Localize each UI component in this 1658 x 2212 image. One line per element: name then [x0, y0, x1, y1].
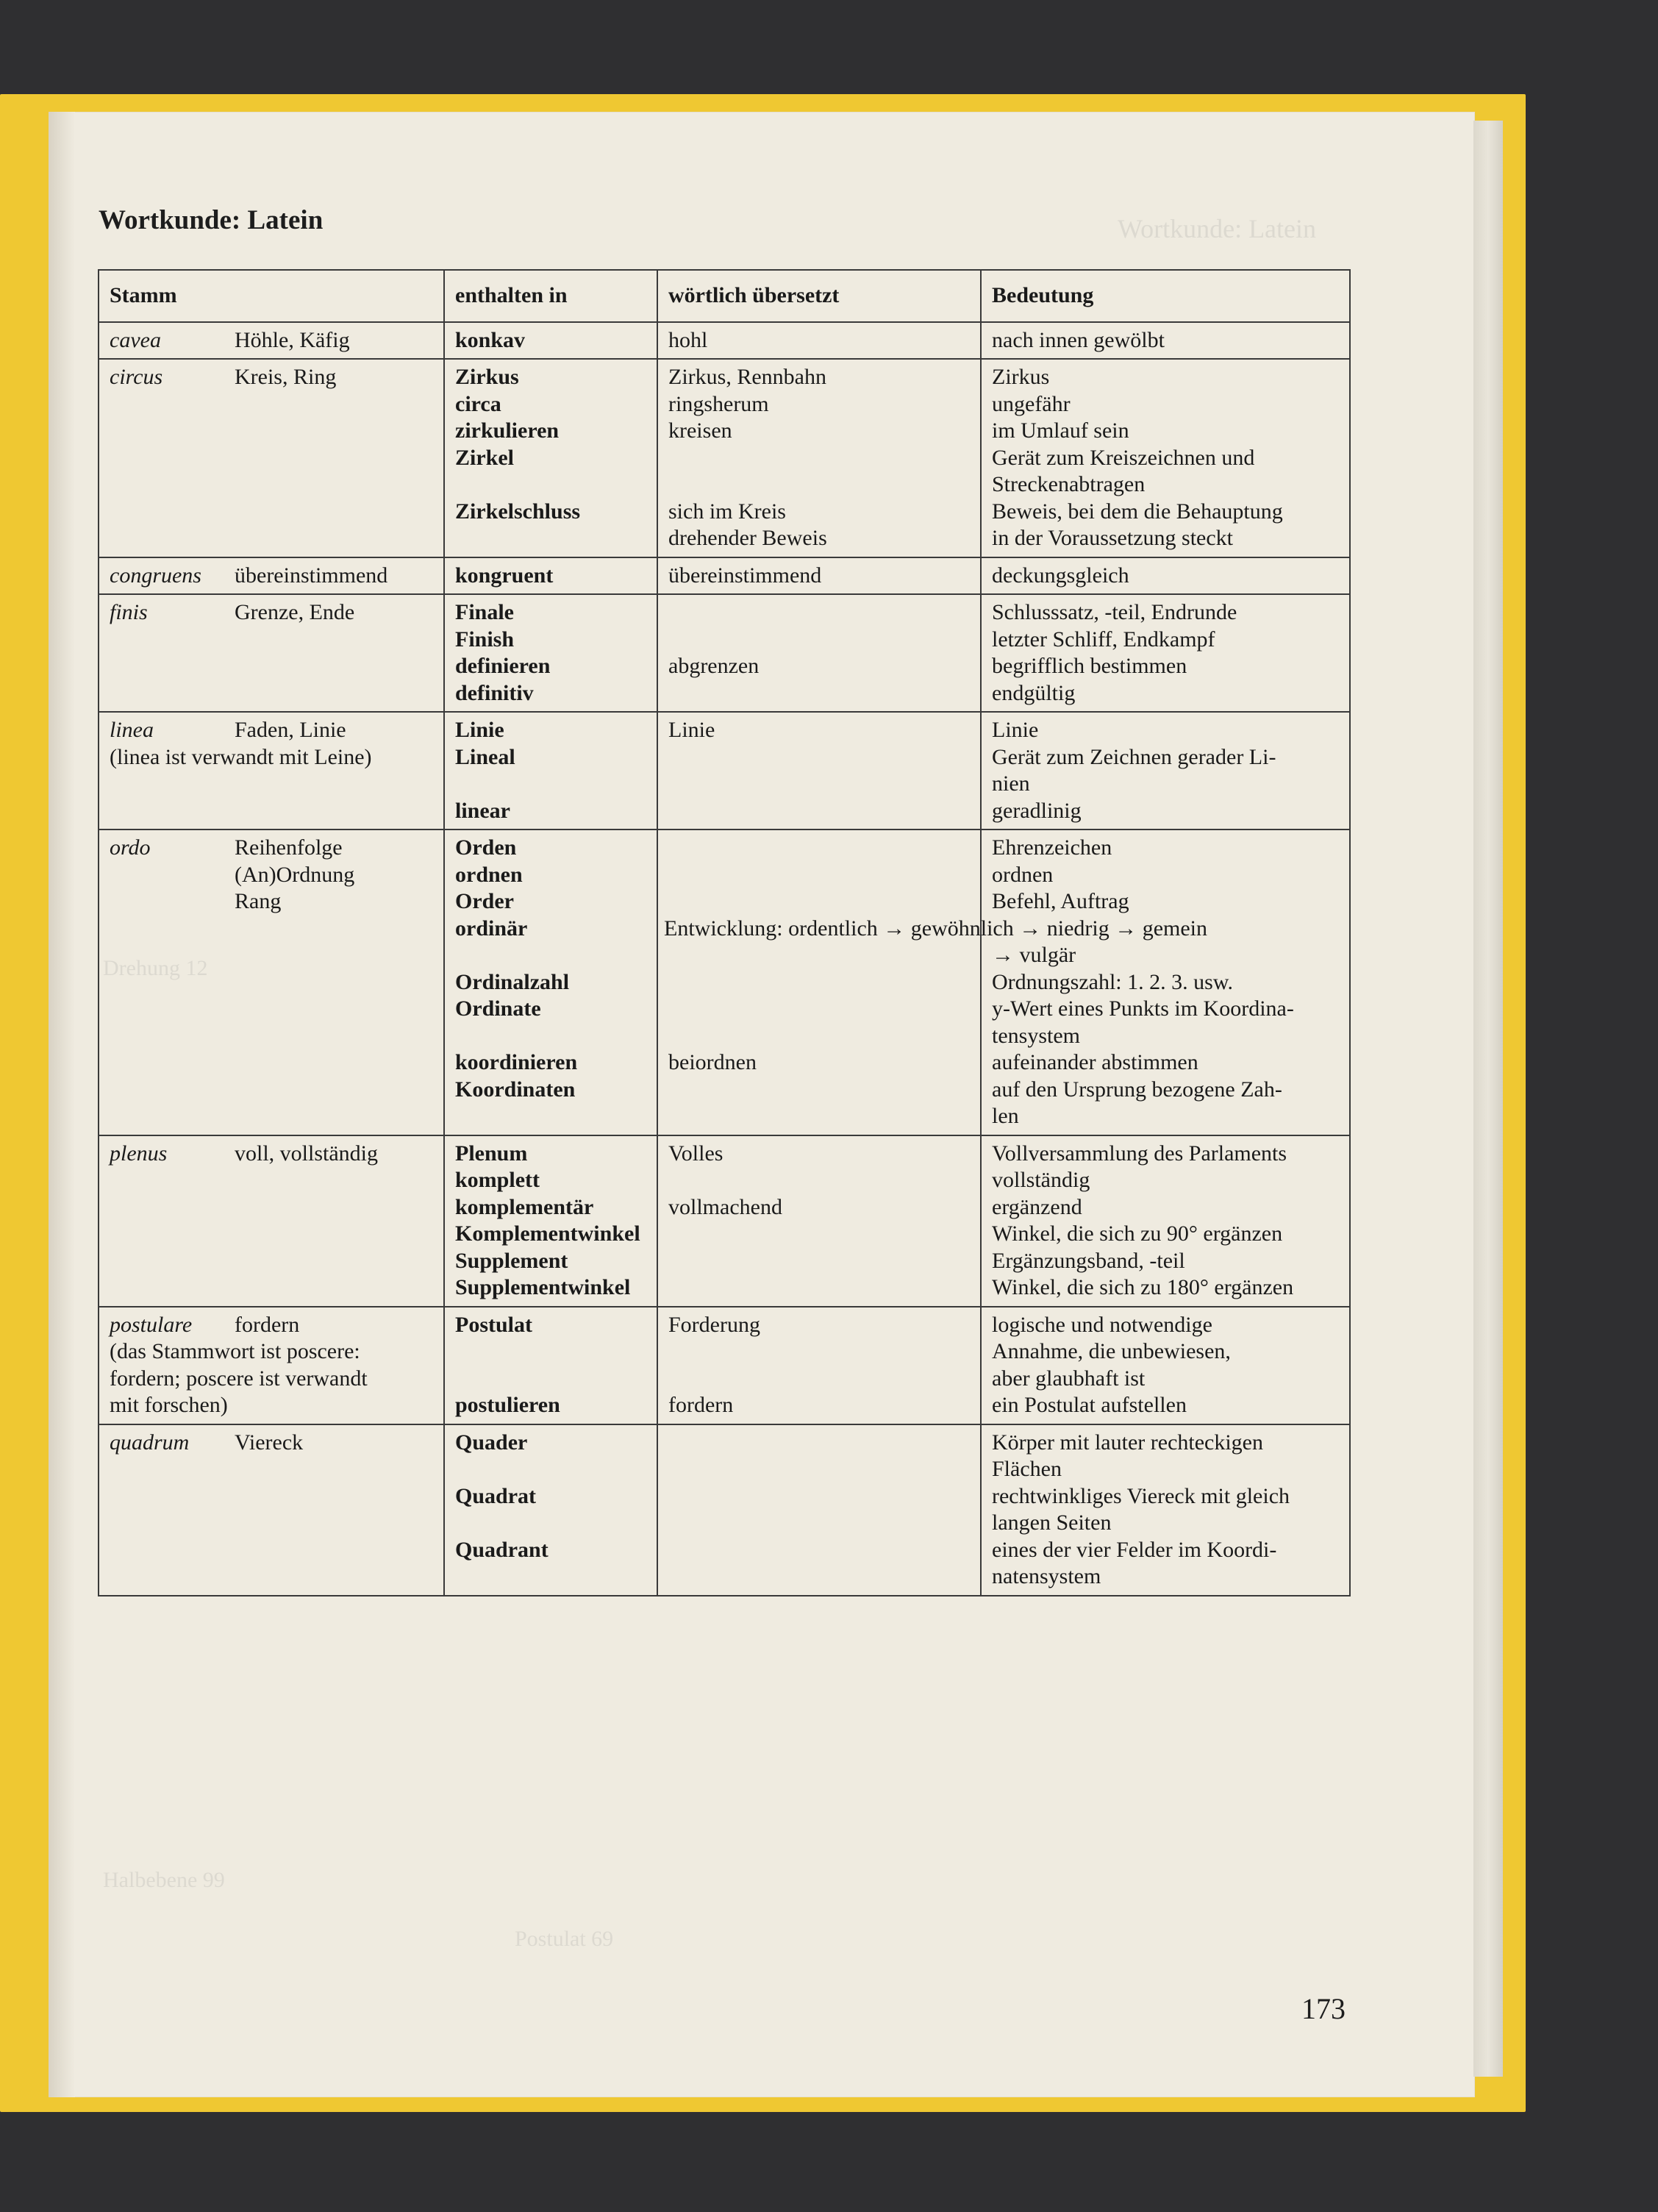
table-row: [99, 322, 1350, 360]
meaning-line: Körper mit lauter rechteckigen: [992, 1430, 1263, 1455]
meaning-line: Befehl, Auftrag: [992, 889, 1129, 913]
stem-cell: [99, 1307, 444, 1424]
header-enthalten-in: enthalten in: [444, 270, 657, 322]
table-row: [99, 1135, 1350, 1307]
derived-word: komplementär: [455, 1194, 594, 1219]
table-row: [99, 557, 1350, 595]
literal-translation: [668, 1537, 971, 1564]
literal-translation: [668, 1274, 971, 1302]
literal-translation: [668, 1563, 971, 1591]
table-header-row: [99, 270, 1350, 322]
stem-cell: [99, 830, 444, 1135]
derived-word: circa: [455, 391, 501, 416]
stem-meaning: übereinstimmend: [235, 563, 388, 588]
meaning-cell: [981, 1307, 1350, 1424]
derived-word: komplett: [455, 1168, 540, 1192]
literal-translation: [668, 771, 971, 798]
derived-word: Zirkus: [455, 365, 519, 389]
words-cell: [444, 322, 657, 360]
derived-word: definieren: [455, 654, 551, 678]
literal-translation: [668, 680, 971, 707]
stem-cell: [99, 594, 444, 712]
meaning-line: Annahme, die unbewiesen,: [992, 1339, 1231, 1363]
show-through-text: Wortkunde: Latein: [1118, 214, 1317, 243]
literal-translation: Zirkus, Rennbahn: [668, 365, 826, 389]
literal-translation: [668, 969, 971, 996]
literal-translation: drehender Beweis: [668, 526, 827, 550]
stem-cell: [99, 359, 444, 557]
literal-translation: [668, 1167, 971, 1194]
literal-cell: [657, 557, 981, 595]
literal-translation: kreisen: [668, 418, 732, 443]
latin-stem: quadrum: [110, 1430, 190, 1455]
literal-translation: vollmachend: [668, 1194, 782, 1219]
derived-word: Quadrat: [455, 1483, 537, 1508]
derived-word: Plenum: [455, 1141, 528, 1166]
literal-translation: [668, 1456, 971, 1483]
stem-meaning: voll, vollständig: [235, 1141, 378, 1166]
derived-word: Quader: [455, 1430, 528, 1455]
meaning-line: logische und notwendige: [992, 1312, 1212, 1337]
derived-word: kongruent: [455, 563, 554, 588]
stem-cell: [99, 322, 444, 360]
derived-word: Supplementwinkel: [455, 1275, 631, 1299]
literal-translation: Forderung: [668, 1312, 760, 1337]
table-row: [99, 594, 1350, 712]
show-through-text: Halbebene 99: [103, 1868, 225, 1892]
meaning-cell: [981, 830, 1350, 1135]
words-cell: [444, 1307, 657, 1424]
meaning-line: y-Wert eines Punkts im Koordina-: [992, 996, 1294, 1021]
table-row: [99, 1424, 1350, 1596]
table-row: [99, 359, 1350, 557]
table-body: [99, 322, 1350, 1596]
meaning-cell: [981, 322, 1350, 360]
derived-word: ordinär: [455, 916, 528, 941]
derived-word: Finish: [455, 627, 515, 652]
literal-translation: [668, 1248, 971, 1275]
literal-translation: [668, 1221, 971, 1248]
meaning-line: ungefähr: [992, 391, 1071, 416]
page-heading: Wortkunde: Latein: [99, 205, 324, 235]
meaning-line: Ordnungszahl: 1. 2. 3. usw.: [992, 969, 1234, 994]
meaning-line: nach innen gewölbt: [992, 327, 1165, 352]
derived-word: Order: [455, 889, 514, 913]
literal-cell: [657, 359, 981, 557]
stem-note: (linea ist verwandt mit Leine): [110, 744, 372, 769]
words-cell: [444, 1424, 657, 1596]
show-through-text: Postulat 69: [515, 1927, 614, 1951]
latin-stem: cavea: [110, 327, 161, 352]
table-row: [99, 712, 1350, 830]
meaning-line: ordnen: [992, 862, 1054, 887]
literal-translation: [668, 445, 971, 472]
literal-cell: [657, 830, 981, 1135]
page-number: 173: [1301, 1992, 1346, 2025]
meaning-line: geradlinig: [992, 798, 1082, 823]
meaning-line: Zirkus: [992, 365, 1050, 389]
meaning-line: aber glaubhaft ist: [992, 1366, 1146, 1391]
meaning-line: deckungsgleich: [992, 563, 1129, 588]
stem-meaning: Grenze, Ende: [235, 600, 355, 624]
stem-note: (das Stammwort ist poscere:: [110, 1339, 360, 1363]
literal-translation: übereinstimmend: [668, 563, 822, 588]
meaning-line: vollständig: [992, 1168, 1090, 1192]
meaning-line: Ergänzungsband, -teil: [992, 1248, 1185, 1273]
words-cell: [444, 557, 657, 595]
meaning-line: nien: [992, 771, 1030, 796]
latin-stem: circus: [110, 365, 163, 389]
header-stamm: Stamm: [99, 270, 444, 322]
literal-translation: beiordnen: [668, 1050, 757, 1074]
meaning-line: aufeinander abstimmen: [992, 1050, 1198, 1074]
meaning-cell: [981, 712, 1350, 830]
meaning-line: im Umlauf sein: [992, 418, 1129, 443]
derived-word: linear: [455, 798, 510, 823]
latin-stem: finis: [110, 600, 148, 624]
latin-stem: linea: [110, 718, 154, 742]
latin-stem: postulare: [110, 1312, 193, 1337]
table-row: [99, 1307, 1350, 1424]
derived-word: [455, 471, 648, 499]
literal-cell: [657, 1307, 981, 1424]
derived-word: Postulat: [455, 1312, 532, 1337]
literal-translation: [668, 1077, 971, 1104]
table-row: [99, 830, 1350, 1135]
literal-cell: [657, 1424, 981, 1596]
spine-shadow: [49, 112, 75, 2097]
meaning-line: tensystem: [992, 1023, 1080, 1048]
literal-translation: [668, 1103, 971, 1130]
derived-word: Koordinaten: [455, 1077, 576, 1102]
stem-note: fordern; poscere ist verwandt: [110, 1366, 368, 1391]
derived-word: Lineal: [455, 744, 515, 769]
literal-translation: Volles: [668, 1141, 723, 1166]
meaning-line: Gerät zum Zeichnen gerader Li-: [992, 744, 1276, 769]
stem-note: mit forschen): [110, 1393, 228, 1417]
meaning-line: Gerät zum Kreiszeichnen und: [992, 445, 1255, 470]
derived-word: [455, 1510, 648, 1537]
derived-word: Zirkel: [455, 445, 514, 470]
derived-word: [455, 1366, 648, 1393]
meaning-cell: [981, 594, 1350, 712]
literal-translation: Linie: [668, 718, 715, 742]
literal-translation: [668, 1430, 971, 1457]
literal-translation: [668, 627, 971, 654]
derived-word: [455, 1023, 648, 1050]
derived-word: Quadrant: [455, 1537, 549, 1562]
words-cell: [444, 1135, 657, 1307]
meaning-line: natensystem: [992, 1564, 1101, 1588]
words-cell: [444, 594, 657, 712]
literal-translation: ringsherum: [668, 391, 769, 416]
meaning-cell: [981, 1424, 1350, 1596]
literal-translation: [668, 996, 971, 1023]
stem-meaning: fordern: [235, 1312, 300, 1337]
show-through-text: Drehung 12: [103, 956, 208, 980]
literal-translation: [668, 1366, 971, 1393]
literal-translation: [668, 888, 971, 916]
words-cell: [444, 712, 657, 830]
meaning-line: len: [992, 1104, 1019, 1128]
meaning-cell: [981, 557, 1350, 595]
stem-meaning: Faden, Linie: [235, 718, 346, 742]
meaning-line: Winkel, die sich zu 90° ergänzen: [992, 1221, 1283, 1246]
stem-cell: [99, 557, 444, 595]
stem-cell: [99, 1135, 444, 1307]
literal-translation: abgrenzen: [668, 654, 760, 678]
derived-word: [455, 942, 648, 969]
meaning-line: Vollversammlung des Parlaments: [992, 1141, 1287, 1166]
derived-word: Finale: [455, 600, 514, 624]
derived-word: [455, 1103, 648, 1130]
derived-word: [455, 1563, 648, 1591]
meaning-line: ein Postulat aufstellen: [992, 1393, 1187, 1417]
literal-cell: [657, 712, 981, 830]
literal-translation: hohl: [668, 327, 708, 352]
derived-word: definitiv: [455, 680, 534, 705]
meaning-line: ergänzend: [992, 1194, 1082, 1219]
latin-vocabulary-table: [98, 269, 1351, 1596]
literal-translation: [668, 599, 971, 627]
meaning-line: in der Voraussetzung steckt: [992, 526, 1233, 550]
meaning-line: rechtwinkliges Viereck mit gleich: [992, 1483, 1290, 1508]
meaning-line: Linie: [992, 718, 1039, 742]
literal-translation: [668, 862, 971, 889]
derived-word: Supplement: [455, 1248, 568, 1273]
stem-meaning: Kreis, Ring: [235, 365, 337, 389]
meaning-line: Schlusssatz, -teil, Endrunde: [992, 600, 1237, 624]
literal-cell: [657, 1135, 981, 1307]
literal-translation: [668, 1023, 971, 1050]
literal-translation: [668, 835, 971, 862]
development-note: Entwicklung: ordentlich → gewöhnlich → niedrig → gemein: [664, 916, 1208, 941]
stem-meaning: Rang: [235, 889, 282, 913]
latin-stem: ordo: [110, 835, 151, 860]
header-woertlich: wörtlich übersetzt: [657, 270, 981, 322]
derived-word: Ordinate: [455, 996, 541, 1021]
meaning-line: endgültig: [992, 680, 1076, 705]
meaning-line: begrifflich bestimmen: [992, 654, 1187, 678]
header-bedeutung: Bedeutung: [981, 270, 1350, 322]
stem-cell: [99, 712, 444, 830]
derived-word: Orden: [455, 835, 517, 860]
stem-meaning: (An)Ordnung: [235, 862, 355, 887]
derived-word: konkav: [455, 327, 526, 352]
derived-word: Ordinalzahl: [455, 969, 570, 994]
words-cell: [444, 359, 657, 557]
literal-translation: [668, 1510, 971, 1537]
literal-translation: [668, 744, 971, 771]
derived-word: Linie: [455, 718, 504, 742]
stem-meaning: Höhle, Käfig: [235, 327, 350, 352]
derived-word: ordnen: [455, 862, 523, 887]
meaning-line: langen Seiten: [992, 1510, 1112, 1535]
meaning-line: → vulgär: [992, 943, 1076, 967]
derived-word: Komplementwinkel: [455, 1221, 640, 1246]
derived-word: [455, 1456, 648, 1483]
derived-word: Zirkelschluss: [455, 499, 581, 524]
literal-translation: [668, 798, 971, 825]
latin-stem: congruens: [110, 563, 201, 588]
stem-cell: [99, 1424, 444, 1596]
meaning-line: eines der vier Felder im Koordi-: [992, 1537, 1277, 1562]
derived-word: [455, 1338, 648, 1366]
meaning-line: Winkel, die sich zu 180° ergänzen: [992, 1275, 1294, 1299]
derived-word: zirkulieren: [455, 418, 560, 443]
derived-word: postulieren: [455, 1393, 560, 1417]
literal-cell: [657, 322, 981, 360]
literal-translation: [668, 471, 971, 499]
literal-translation: [668, 1483, 971, 1510]
literal-translation: [668, 1338, 971, 1366]
stem-meaning: Viereck: [235, 1430, 304, 1455]
stem-meaning: Reihenfolge: [235, 835, 343, 860]
meaning-line: Streckenabtragen: [992, 472, 1146, 496]
latin-stem: plenus: [110, 1141, 168, 1166]
derived-word: koordinieren: [455, 1050, 578, 1074]
meaning-line: Beweis, bei dem die Behauptung: [992, 499, 1283, 524]
literal-translation: [668, 942, 971, 969]
meaning-line: letzter Schliff, Endkampf: [992, 627, 1215, 652]
meaning-cell: [981, 1135, 1350, 1307]
derived-word: [455, 771, 648, 798]
literal-cell: [657, 594, 981, 712]
derived-word: [455, 525, 648, 552]
meaning-line: Ehrenzeichen: [992, 835, 1112, 860]
literal-translation: sich im Kreis: [668, 499, 786, 524]
page-edges: [1473, 121, 1503, 2077]
meaning-line: Flächen: [992, 1457, 1062, 1481]
literal-translation: fordern: [668, 1393, 734, 1417]
meaning-cell: [981, 359, 1350, 557]
meaning-line: auf den Ursprung bezogene Zah-: [992, 1077, 1282, 1102]
